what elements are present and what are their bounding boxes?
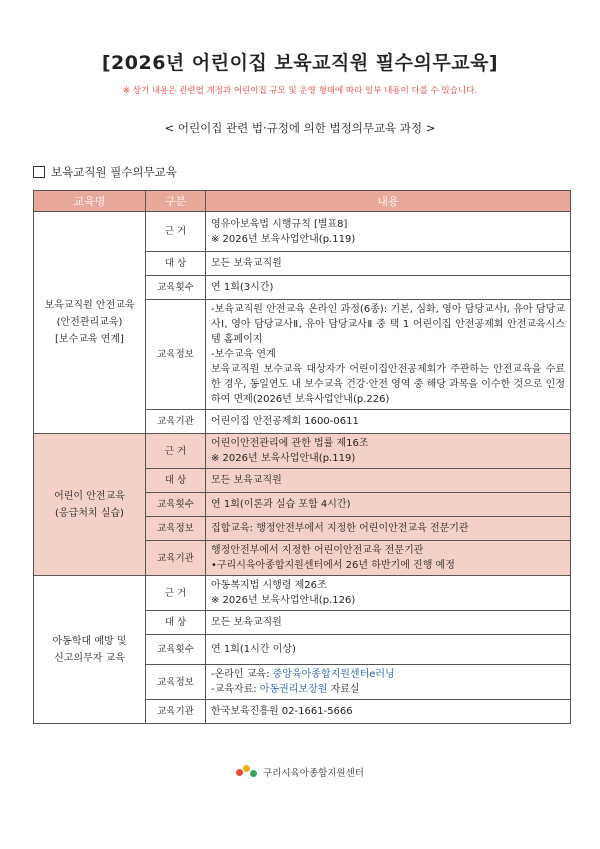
- content-cell: [206, 665, 571, 700]
- category-label: 대 상: [146, 611, 206, 635]
- header-content: 내용: [206, 191, 571, 212]
- category-label: 근 거: [146, 212, 206, 252]
- content-line: 어린이안전관리에 관한 법률 제16조: [211, 438, 369, 449]
- resource-link[interactable]: 중앙육아종합지원센터e러닝: [272, 669, 395, 680]
- category-label: 교육정보: [146, 300, 206, 410]
- footer-org-name: 구리시육아종합지원센터: [263, 768, 364, 779]
- content-cell: [206, 635, 571, 665]
- category-label: 교육횟수: [146, 276, 206, 300]
- course-name-line: 보육교직원 안전교육: [44, 300, 135, 311]
- footer: [0, 765, 600, 779]
- content-line-prefix: -온라인 교육:: [211, 669, 273, 680]
- header-category: 구분: [146, 191, 206, 212]
- content-line: 한국보육진흥원 02-1661-5666: [211, 706, 353, 717]
- category-label: 대 상: [146, 252, 206, 276]
- category-label: 교육정보: [146, 517, 206, 541]
- course-name-line: (안전관리교육): [56, 317, 123, 328]
- content-cell: [206, 434, 571, 469]
- resource-link[interactable]: 아동권리보장원: [259, 684, 328, 695]
- table-row: [34, 434, 571, 469]
- revision-notice: ※ 상기 내용은 관련법 개정과 어린이집 규모 및 운영 형태에 따라 일부 내용이 다를 수 있습니다.: [122, 86, 478, 96]
- course-name-line: 신고의무자 교육: [54, 652, 125, 664]
- category-label: 교육횟수: [146, 493, 206, 517]
- checkbox-icon: [33, 166, 45, 178]
- section-heading: [33, 164, 177, 180]
- content-line: 보육교직원 보수교육 대상자가 어린이집안전공제회가 주관하는 안전교육을 수료한 경우, 동일연도 내 보수교육 건강·안전 영역 중 해당 과목을 이수한 것으로 인정하여 면제(2026년 보육사업안내(p.226): [211, 364, 565, 405]
- category-label: 교육정보: [146, 665, 206, 700]
- content-line: •구리시육아종합지원센터에서 26년 하반기에 진행 예정: [211, 560, 455, 571]
- content-cell: [206, 493, 571, 517]
- content-line: 모든 보육교직원: [211, 475, 282, 486]
- course-name-line: [보수교육 연계]: [55, 334, 124, 345]
- section-title: 보육교직원 필수의무교육: [51, 165, 177, 179]
- education-table: [33, 190, 571, 724]
- course-name-cell: [34, 212, 146, 434]
- content-cell: [206, 576, 571, 611]
- content-line-with-link: [211, 682, 565, 697]
- content-line: 연 1회(1시간 이상): [211, 644, 296, 655]
- content-line: 아동복지법 시행령 제26조: [211, 580, 327, 591]
- course-name-cell: [34, 434, 146, 576]
- course-name-line: 아동학대 예방 및: [52, 635, 127, 647]
- table-row: [34, 576, 571, 611]
- content-cell: [206, 611, 571, 635]
- course-name-cell: [34, 576, 146, 724]
- category-label: 교육기관: [146, 410, 206, 434]
- content-line: 어린이집 안전공제회 1600-0611: [211, 416, 359, 427]
- document-title: [2026년 어린이집 보육교직원 필수의무교육]: [101, 52, 499, 74]
- category-label: 교육기관: [146, 541, 206, 576]
- content-line-prefix: -교육자료:: [211, 684, 260, 695]
- document-subtitle: < 어린이집 관련 법·규정에 의한 법정의무교육 과정 >: [164, 121, 436, 135]
- content-line: 행정안전부에서 지정한 어린이안전교육 전문기관: [211, 545, 424, 556]
- category-label: 교육횟수: [146, 635, 206, 665]
- course-name-line: 어린이 안전교육: [54, 490, 125, 502]
- category-label: 근 거: [146, 434, 206, 469]
- content-cell: [206, 517, 571, 541]
- content-line: 연 1회(이론과 실습 포함 4시간): [211, 499, 351, 510]
- content-cell: [206, 276, 571, 300]
- content-cell: [206, 410, 571, 434]
- content-line: ※ 2026년 보육사업안내(p.126): [211, 595, 356, 606]
- header-course-name: 교육명: [34, 191, 146, 212]
- content-line: 모든 보육교직원: [211, 617, 282, 628]
- table-header-row: [34, 191, 571, 212]
- content-line-with-link: [211, 667, 565, 682]
- content-line: -보수교육 연계: [211, 349, 276, 360]
- course-name-line: (응급처치 실습): [55, 507, 124, 519]
- content-cell: [206, 469, 571, 493]
- category-label: 근 거: [146, 576, 206, 611]
- content-line: ※ 2026년 보육사업안내(p.119): [211, 453, 356, 464]
- content-line-suffix: 자료실: [327, 684, 360, 695]
- content-line: 집합교육: 행정안전부에서 지정한 어린이안전교육 전문기관: [211, 523, 469, 534]
- content-line: -보육교직원 안전교육 온라인 과정(6종): 기본, 심화, 영아 담당교사Ⅰ, 유아 담당교사Ⅰ, 영아 담당교사Ⅱ, 유아 담당교사Ⅱ 중 택 1 어린이집 안전공제회 안전교육시스템 홈페이지: [211, 304, 565, 345]
- content-cell: [206, 541, 571, 576]
- content-line: 연 1회(3시간): [211, 282, 274, 293]
- category-label: 교육기관: [146, 700, 206, 724]
- category-label: 대 상: [146, 469, 206, 493]
- content-line: ※ 2026년 보육사업안내(p.119): [211, 233, 356, 245]
- table-row: [34, 212, 571, 252]
- content-line: 모든 보육교직원: [211, 258, 282, 269]
- content-cell: [206, 700, 571, 724]
- content-cell: [206, 212, 571, 252]
- content-cell: [206, 252, 571, 276]
- center-logo-icon: [236, 765, 258, 779]
- content-cell: [206, 300, 571, 410]
- content-line: 영유아보육법 시행규칙 [별표8]: [211, 218, 348, 230]
